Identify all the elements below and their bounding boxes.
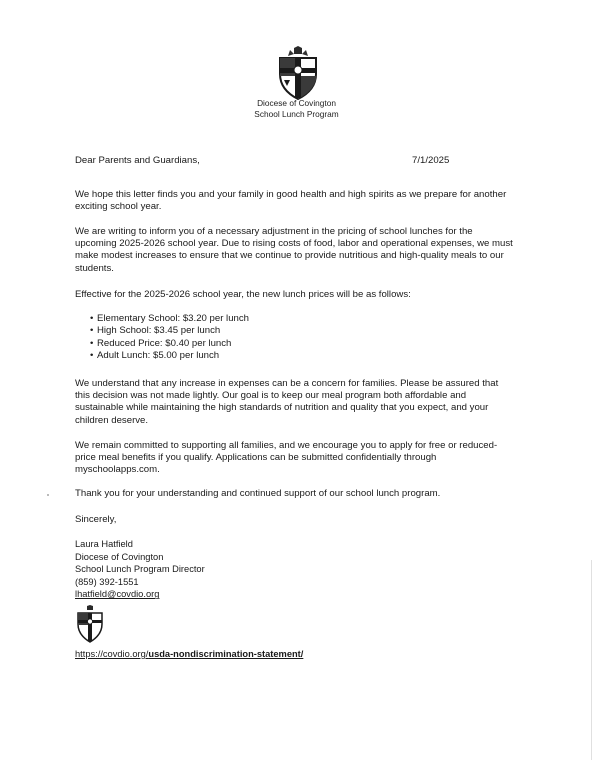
program-name: School Lunch Program xyxy=(254,109,339,119)
link-domain: https://covdio.org/ xyxy=(75,649,149,659)
price-item-high-school: • High School: $3.45 per lunch xyxy=(75,325,249,337)
signer-org: Diocese of Covington xyxy=(75,551,164,562)
scan-edge xyxy=(591,560,592,760)
salutation: Dear Parents and Guardians, xyxy=(75,155,200,166)
price-item-reduced: • Reduced Price: $0.40 per lunch xyxy=(75,338,249,350)
paragraph-effective: Effective for the 2025-2026 school year, the new lunch prices will be as follows: xyxy=(75,289,411,300)
paragraph-intro: We hope this letter finds you and your family in good health and high spirits as we prepare for another exciting school year. xyxy=(75,189,507,213)
paragraph-adjustment: We are writing to inform you of a necessary adjustment in the pricing of school lunches for the upcoming 2025-2026 school year. Due to rising costs of food, labor and operational expenses, we must make modest increases to ensure that we continue to provide nutritious and high-quality meals to our students. xyxy=(75,226,513,274)
paragraph-benefits: We remain committed to supporting all families, and we encourage you to apply for free or reduced-price meal benefits if you qualify. Applications can be submitted confidentially through myschoolapps.com. xyxy=(75,440,498,476)
diocese-crest-icon xyxy=(75,605,105,643)
org-heading xyxy=(180,98,413,120)
nondiscrimination-link[interactable] xyxy=(75,649,303,659)
signer-email-link[interactable]: lhatfield@covdio.org xyxy=(75,589,160,600)
diocese-crest-icon xyxy=(274,46,322,100)
signer-name: Laura Hatfield xyxy=(75,539,133,549)
letter-date: 7/1/2025 xyxy=(412,155,450,166)
closing: Sincerely, xyxy=(75,514,117,525)
price-item-elementary: • Elementary School: $3.20 per lunch xyxy=(75,313,249,325)
link-path: usda-nondiscrimination-statement/ xyxy=(148,649,304,659)
price-list xyxy=(75,313,249,362)
signer-title: School Lunch Program Director xyxy=(75,564,205,575)
paragraph-thanks: Thank you for your understanding and continued support of our school lunch program. xyxy=(75,488,441,499)
org-name: Diocese of Covington xyxy=(257,98,336,108)
scan-speck xyxy=(47,494,49,496)
paragraph-concern: We understand that any increase in expenses can be a concern for families. Please be assured that this decision was not made lightly. Our goal is to keep our meal program both affordable and sustainable while maintaining the high standards of nutrition and quality that you expect, and your children deserve. xyxy=(75,378,499,426)
signature-block xyxy=(75,538,205,601)
signer-phone: (859) 392-1551 xyxy=(75,576,139,587)
price-item-adult: • Adult Lunch: $5.00 per lunch xyxy=(75,350,249,362)
